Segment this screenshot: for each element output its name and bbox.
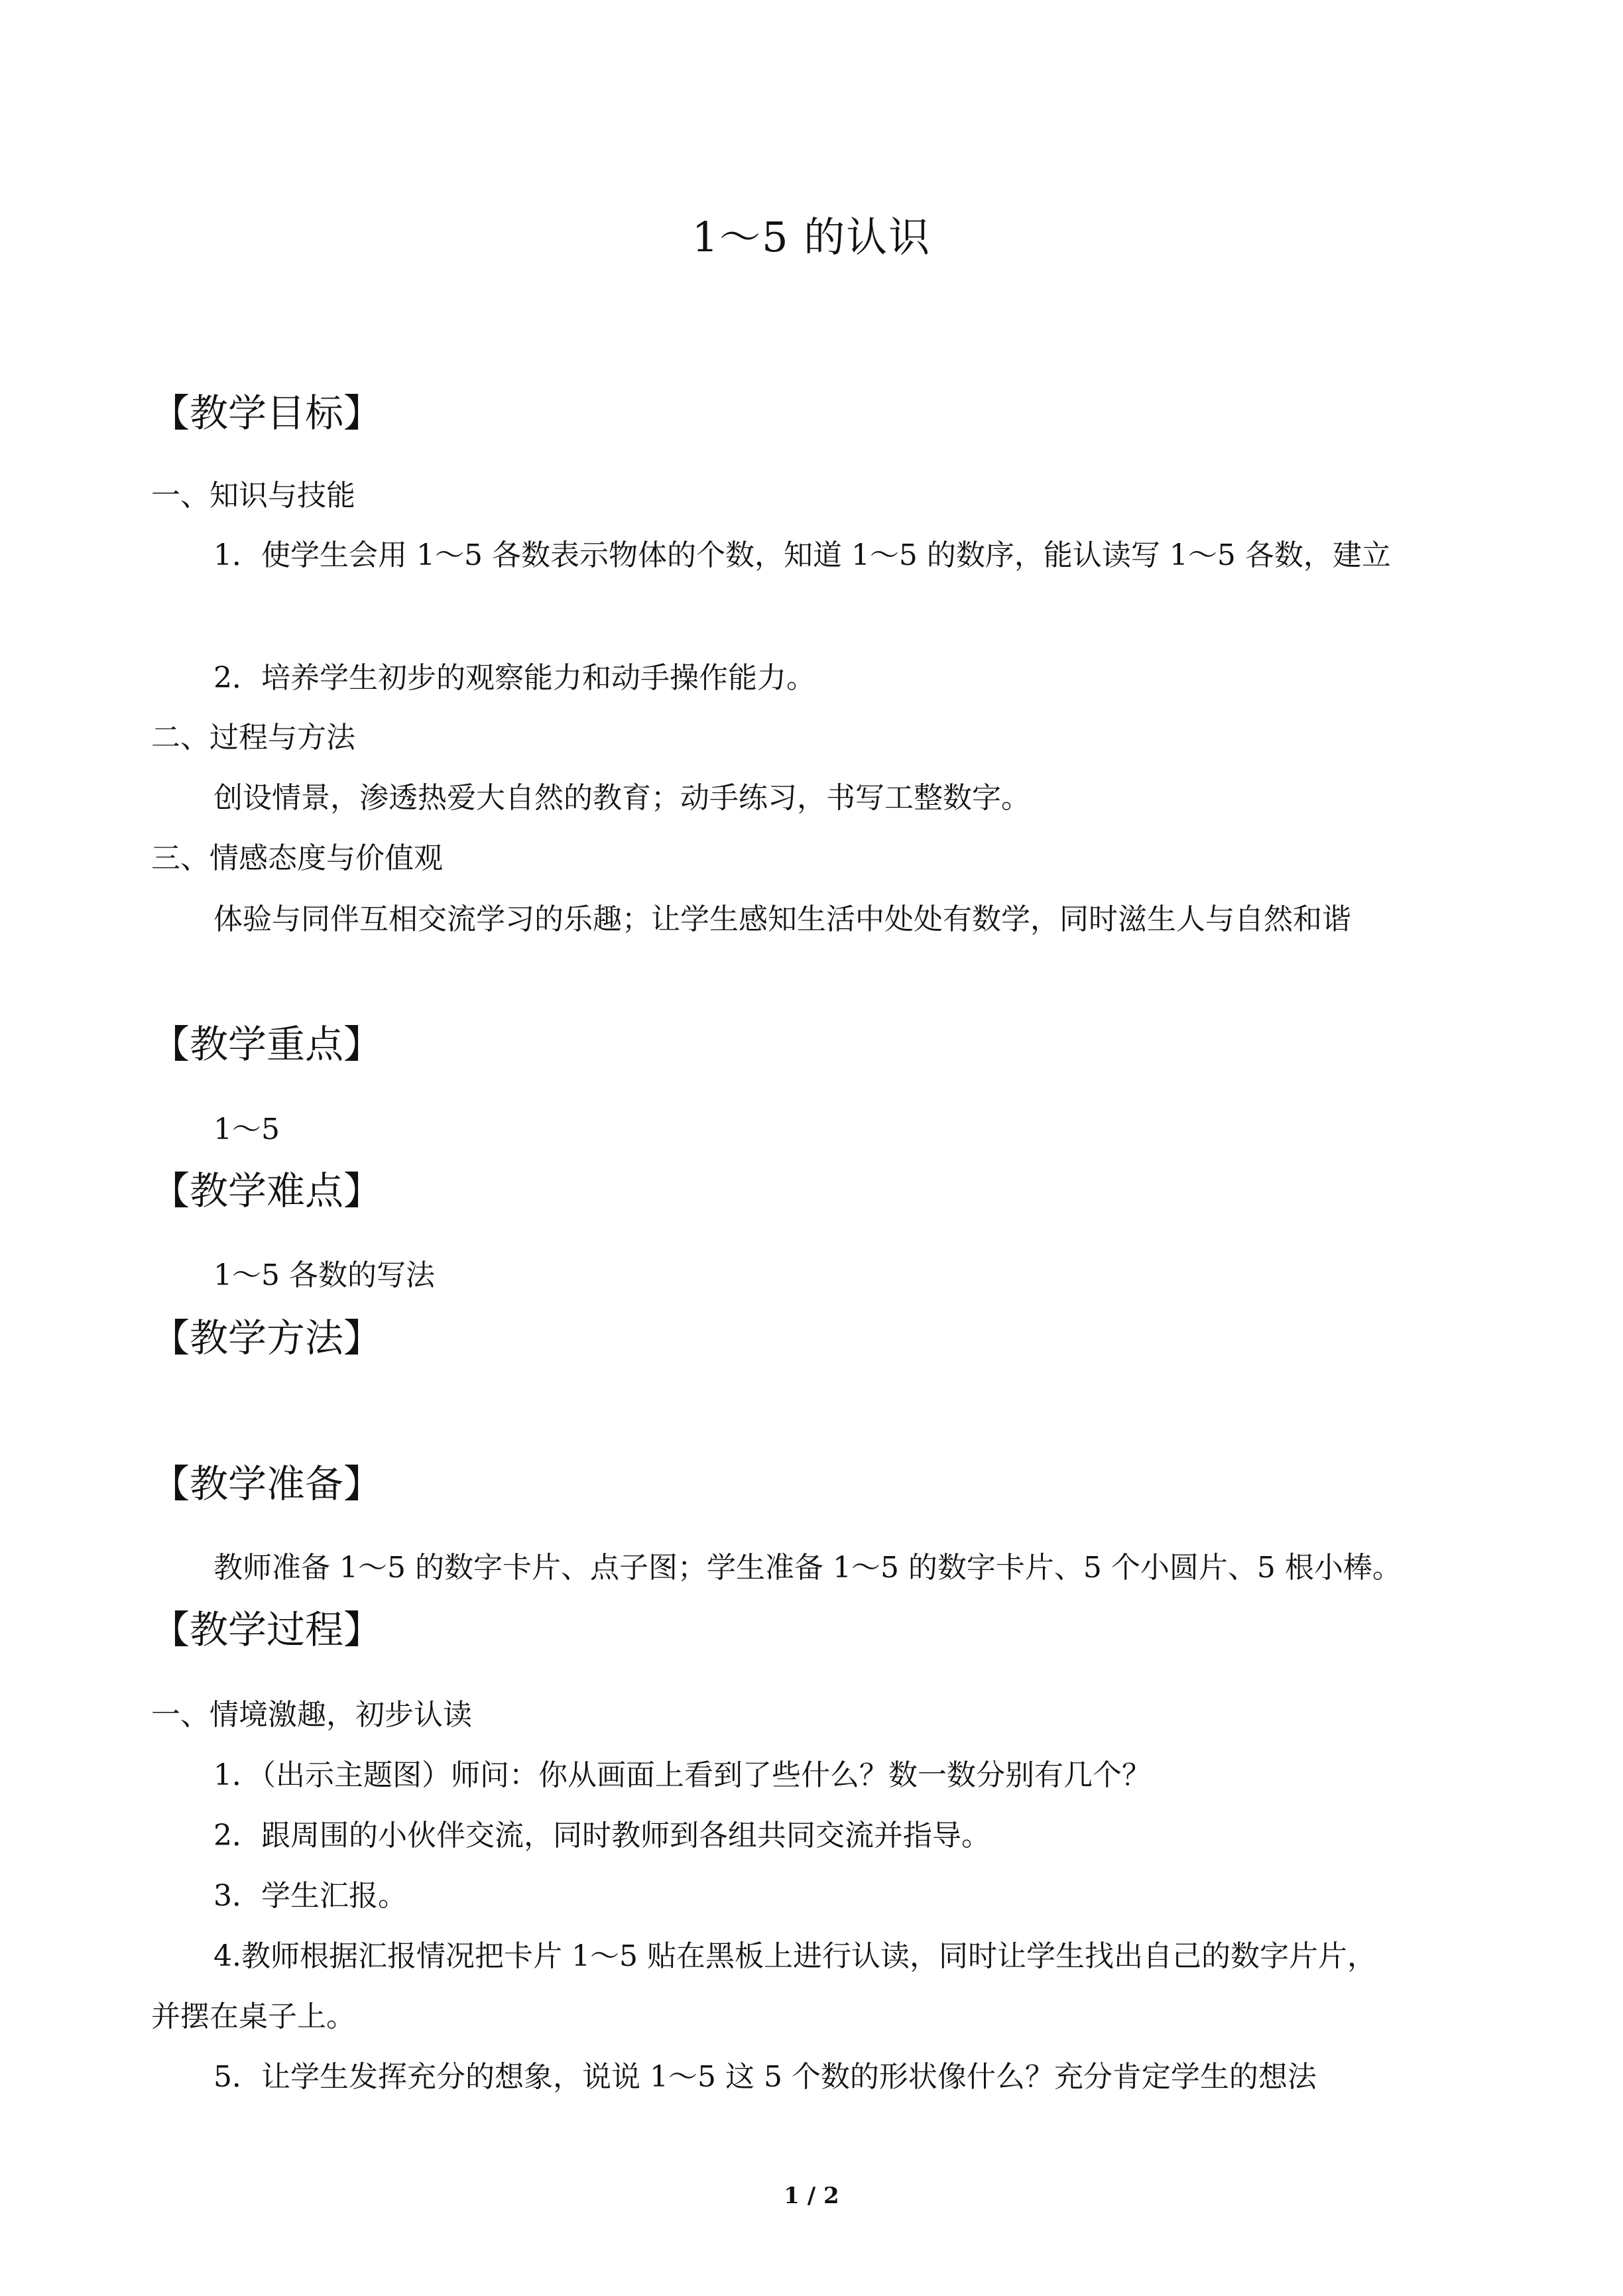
process-step4-line2: 并摆在桌子上。: [151, 2000, 355, 2033]
heading-difficulties: 【教学难点】: [151, 1168, 383, 1213]
heading-process: 【教学过程】: [151, 1607, 383, 1652]
process-step4-line1: 4.教师根据汇报情况把卡片 1～5 贴在黑板上进行认读，同时让学生找出自己的数字片片，: [213, 1939, 1376, 1973]
goals-part1-label: 一、知识与技能: [151, 479, 355, 513]
process-step2: 2．跟周围的小伙伴交流，同时教师到各组共同交流并指导。: [213, 1819, 991, 1852]
goals-part2-label: 二、过程与方法: [151, 721, 355, 755]
page-number: 1 / 2: [784, 2183, 839, 2209]
key-points-text: 1～5: [213, 1113, 280, 1146]
document-title: 1～5 的认识: [691, 213, 932, 261]
goals-part1-item2: 2．培养学生初步的观察能力和动手操作能力。: [213, 661, 815, 695]
process-part1-label: 一、情境激趣，初步认读: [151, 1698, 472, 1732]
process-step3: 3．学生汇报。: [213, 1879, 407, 1913]
goals-part1-item1: 1．使学生会用 1～5 各数表示物体的个数，知道 1～5 的数序，能认读写 1～5 各数，建立: [213, 538, 1391, 572]
goals-part3-text: 体验与同伴互相交流学习的乐趣；让学生感知生活中处处有数学，同时滋生人与自然和谐: [213, 902, 1351, 936]
process-step1: 1．（出示主题图）师问：你从画面上看到了些什么？数一数分别有几个？: [213, 1758, 1151, 1792]
heading-methods: 【教学方法】: [151, 1315, 383, 1360]
preparation-text: 教师准备 1～5 的数字卡片、点子图；学生准备 1～5 的数字卡片、5 个小圆片、5 根小棒。: [213, 1551, 1402, 1585]
heading-teaching-goals: 【教学目标】: [151, 391, 383, 436]
goals-part2-text: 创设情景，渗透热爱大自然的教育；动手练习，书写工整数字。: [213, 781, 1030, 815]
heading-key-points: 【教学重点】: [151, 1022, 383, 1067]
difficulties-text: 1～5 各数的写法: [213, 1258, 435, 1292]
process-step5: 5．让学生发挥充分的想象，说说 1～5 这 5 个数的形状像什么？充分肯定学生的想法: [213, 2060, 1317, 2094]
goals-part3-label: 三、情感态度与价值观: [151, 841, 443, 875]
heading-preparation: 【教学准备】: [151, 1461, 383, 1506]
